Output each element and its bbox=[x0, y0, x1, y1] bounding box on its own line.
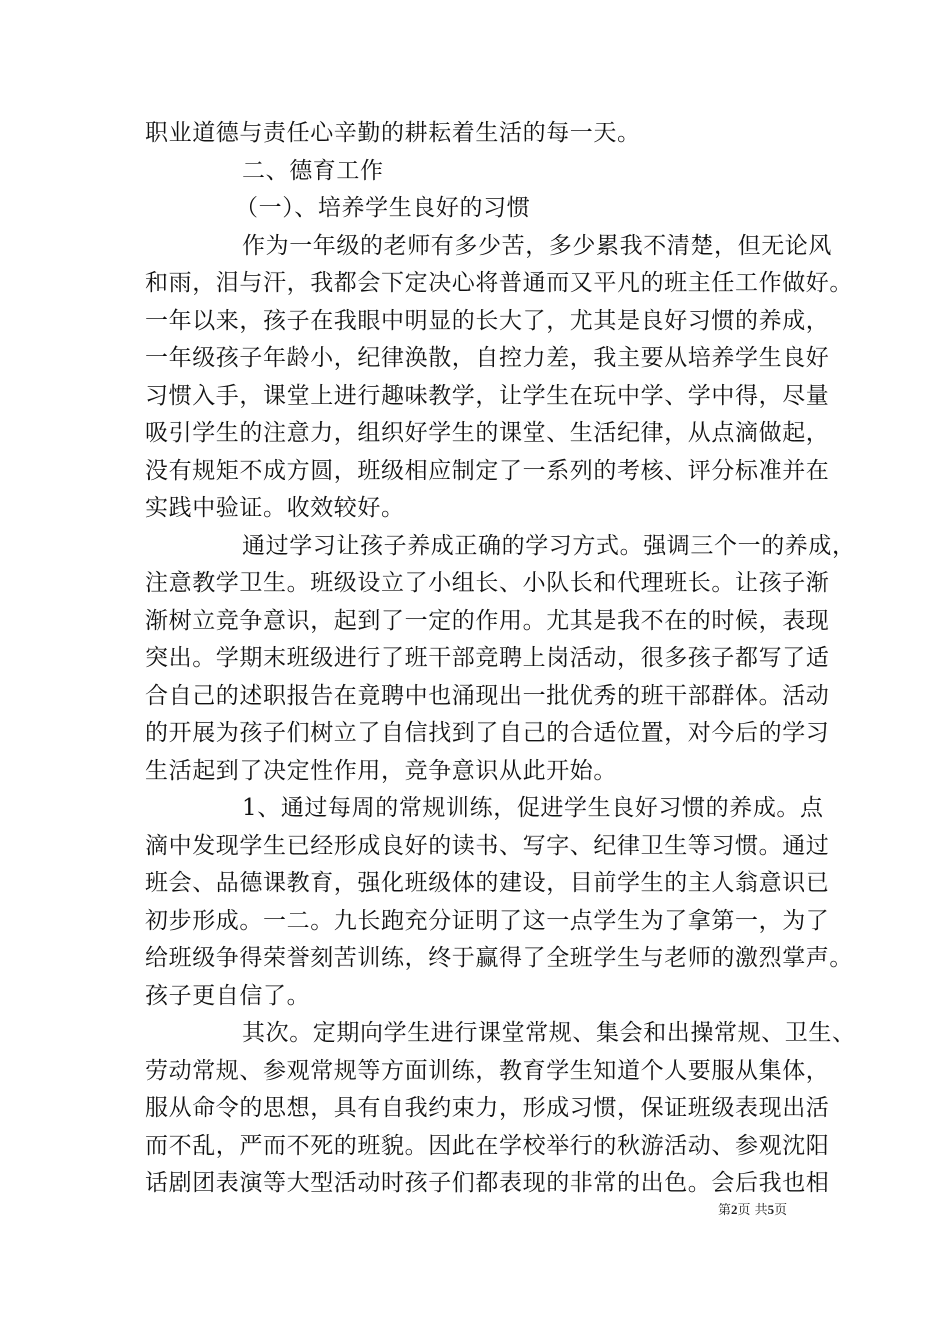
text-line: 突出。学期末班级进行了班干部竞聘上岗活动，很多孩子都写了适 bbox=[145, 645, 830, 671]
text-line: 初步形成。一二。九长跑充分证明了这一点学生为了拿第一，为了 bbox=[145, 907, 830, 934]
text-line: 吸引学生的注意力，组织好学生的课堂、生活纪律，从点滴做起， bbox=[145, 420, 830, 446]
current-page-number: 2 bbox=[731, 1202, 738, 1217]
text-line: 合自己的述职报告在竟聘中也涌现出一批优秀的班干部群体。活动 bbox=[145, 682, 830, 709]
body-text bbox=[145, 115, 856, 1203]
total-page-number: 5 bbox=[767, 1202, 775, 1217]
text-line: 的开展为孩子们树立了自信找到了自己的合适位置，对今后的学习 bbox=[145, 720, 830, 746]
footer-prefix: 第 bbox=[718, 1203, 732, 1218]
text-line: 滴中发现学生已经形成良好的读书、写字、纪律卫生等习惯。通过 bbox=[145, 832, 830, 859]
text-line: 一年级孩子年龄小，纪律涣散，自控力差，我主要从培养学生良好 bbox=[145, 345, 830, 371]
text-line: 1、通过每周的常规训练，促进学生良好习惯的养成。点 bbox=[242, 795, 824, 821]
footer-suffix: 页 bbox=[774, 1203, 788, 1218]
text-line: 生活起到了决定性作用，竞争意识从此开始。 bbox=[145, 757, 617, 784]
text-line: 职业道德与责任心辛勤的耕耘着生活的每一天。 bbox=[145, 120, 641, 146]
text-line: 服从命令的思想，具有自我约束力，形成习惯，保证班级表现出活 bbox=[145, 1095, 830, 1121]
text-line: 话剧团表演等大型活动时孩子们都表现的非常的出色。会后我也相 bbox=[145, 1170, 830, 1196]
text-line: 给班级争得荣誉刻苦训练，终于赢得了全班学生与老师的激烈掌声。 bbox=[145, 945, 853, 971]
text-line: 一年以来，孩子在我眼中明显的长大了，尤其是良好习惯的养成， bbox=[145, 307, 830, 334]
text-line: 没有规矩不成方圆，班级相应制定了一系列的考核、评分标准并在 bbox=[145, 457, 830, 484]
text-line: 班会、品德课教育，强化班级体的建设，目前学生的主人翁意识已 bbox=[145, 870, 830, 896]
footer-middle: 页 共 bbox=[737, 1203, 768, 1218]
text-line: 而不乱，严而不死的班貌。因此在学校举行的秋游活动、参观沈阳 bbox=[145, 1132, 830, 1159]
subsection-heading: （一）、培养学生良好的习惯 bbox=[235, 195, 531, 221]
section-heading: 二、德育工作 bbox=[242, 157, 384, 184]
text-line: 其次。定期向学生进行课堂常规、集会和出操常规、卫生、 bbox=[242, 1020, 856, 1046]
text-line: 实践中验证。收效较好。 bbox=[145, 495, 405, 521]
text-line: 通过学习让孩子养成正确的学习方式。强调三个一的养成， bbox=[242, 532, 856, 559]
page-footer bbox=[718, 1200, 787, 1221]
text-line: 劳动常规、参观常规等方面训练，教育学生知道个人要服从集体， bbox=[145, 1057, 830, 1084]
text-line: 作为一年级的老师有多少苦，多少累我不清楚，但无论风 bbox=[242, 232, 832, 259]
text-line: 渐树立竞争意识，起到了一定的作用。尤其是我不在的时候，表现 bbox=[145, 607, 830, 634]
text-line: 注意教学卫生。班级设立了小组长、小队长和代理班长。让孩子渐 bbox=[145, 570, 830, 596]
text-line: 孩子更自信了。 bbox=[145, 982, 311, 1009]
text-line: 和雨，泪与汗，我都会下定决心将普通而又平凡的班主任工作做好。 bbox=[145, 270, 853, 296]
text-line: 习惯入手，课堂上进行趣味教学，让学生在玩中学、学中得，尽量 bbox=[145, 382, 830, 409]
